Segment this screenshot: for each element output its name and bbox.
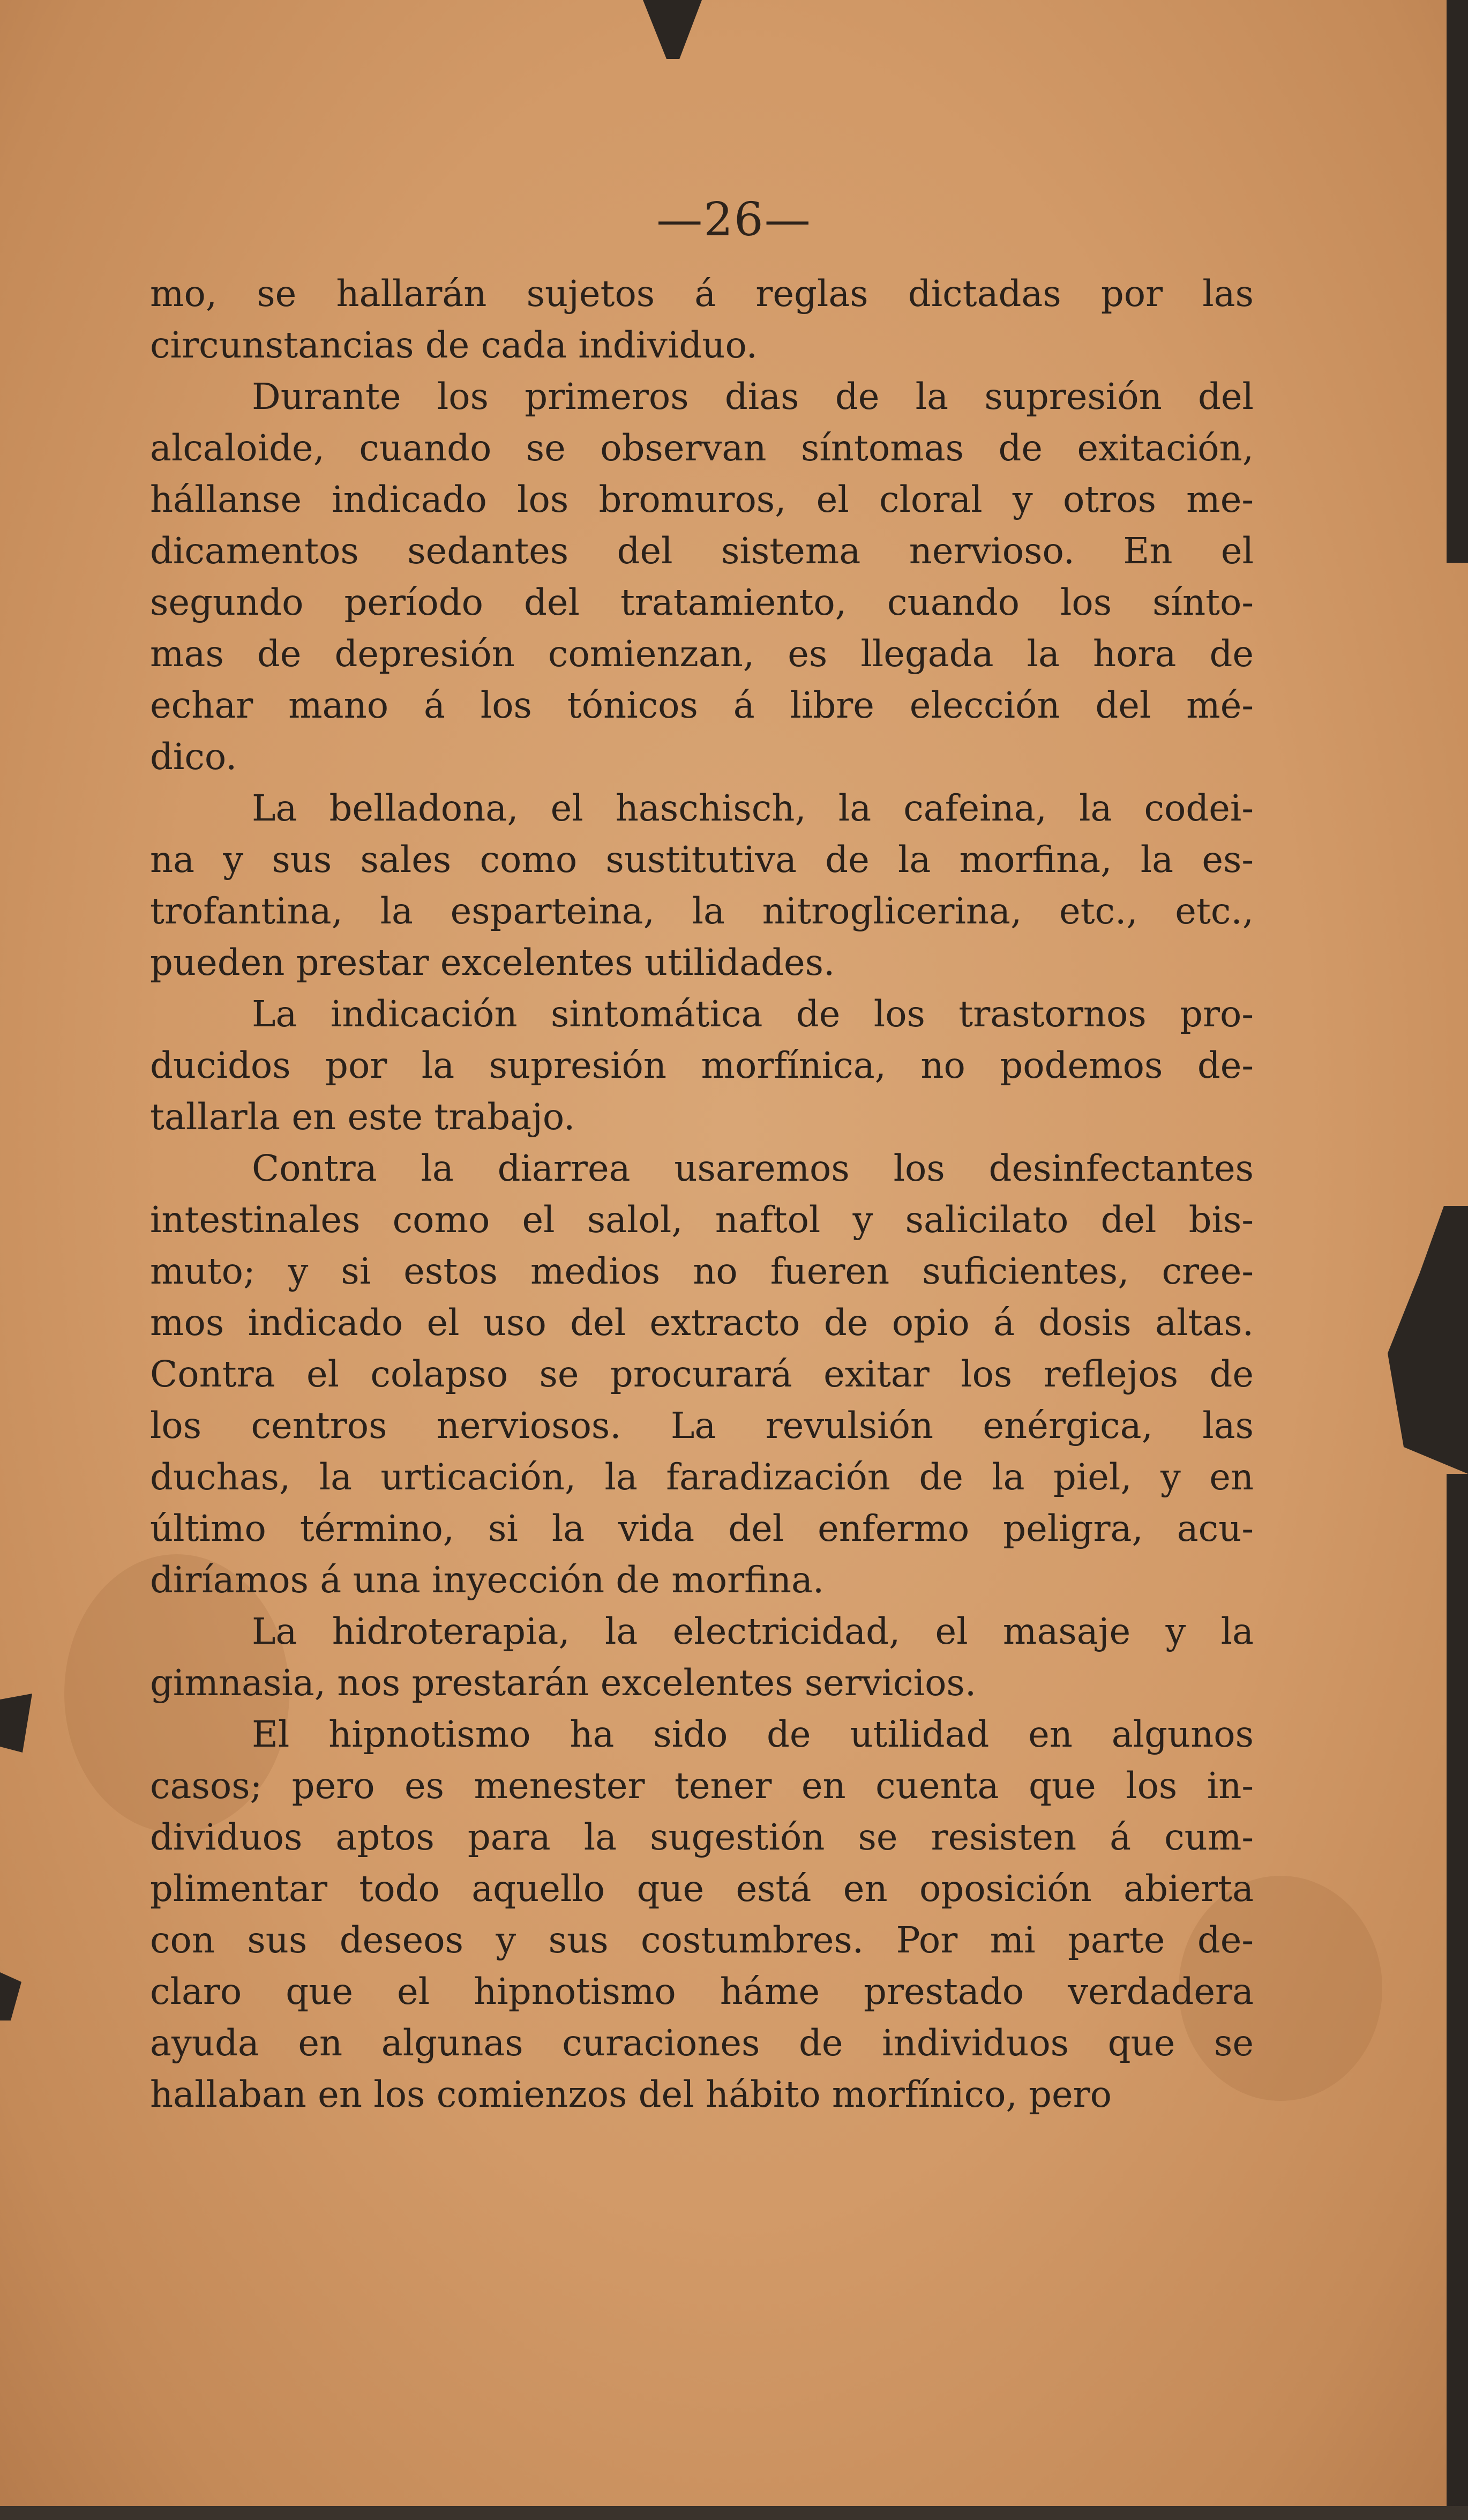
paragraph [150,1709,1254,2120]
text-line: claro que el hipnotismo háme prestado verdadera [150,1971,1254,2012]
text-line: Contra el colapso se procurará exitar los reflejos de [150,1353,1254,1395]
text-line: dico. [150,736,237,778]
text-line: La hidroterapia, la electricidad, el masaje y la [252,1611,1254,1652]
text-line: ayuda en algunas curaciones de individuos que se [150,2022,1254,2064]
text-line: Durante los primeros dias de la supresión del [252,376,1254,417]
text-line: duchas, la urticación, la faradización de la piel, y en [150,1456,1254,1498]
torn-edge-right-top [1447,0,1468,563]
torn-edge-right-lower [1447,1474,1468,2519]
text-line: mos indicado el uso del extracto de opio á dosis altas. [150,1302,1254,1344]
text-line: alcaloide, cuando se observan síntomas de exitación, [150,427,1254,469]
text-line: La belladona, el haschisch, la cafeina, la codei- [252,787,1254,829]
text-line: na y sus sales como sustitutiva de la morfina, la es- [150,839,1254,881]
paragraph [150,1143,1254,1606]
text-line: dividuos aptos para la sugestión se resisten á cum- [150,1816,1254,1858]
torn-edge-left-mark-2 [0,1972,21,2021]
text-line: plimentar todo aquello que está en oposición abierta [150,1868,1254,1910]
page-number: —26— [656,193,812,247]
torn-edge-top [643,0,702,59]
text-line: los centros nerviosos. La revulsión enérgica, las [150,1405,1254,1447]
paragraph [150,988,1254,1143]
text-line: tallarla en este trabajo. [150,1096,575,1138]
torn-edge-right-mid [1388,1206,1468,1474]
text-line: dicamentos sedantes del sistema nervioso. En el [150,530,1254,572]
text-line: hallaban en los comienzos del hábito morfínico, pero [150,2074,1112,2115]
text-line: último término, si la vida del enfermo peligra, acu- [150,1508,1254,1549]
paragraph [150,782,1254,988]
text-line: hállanse indicado los bromuros, el cloral y otros me- [150,479,1254,520]
text-line: circunstancias de cada individuo. [150,324,758,366]
paragraph [150,268,1254,371]
text-line: ducidos por la supresión morfínica, no podemos de- [150,1045,1254,1086]
torn-edge-bottom [0,2506,1468,2520]
text-line: casos; pero es menester tener en cuenta que los in- [150,1765,1254,1807]
text-line: mo, se hallarán sujetos á reglas dictadas por las [150,273,1254,315]
text-line: gimnasia, nos prestarán excelentes servicios. [150,1662,977,1704]
paragraph [150,1606,1254,1709]
paragraph [150,371,1254,782]
text-line: Contra la diarrea usaremos los desinfectantes [252,1147,1254,1189]
torn-edge-left-mark [0,1694,32,1753]
text-line: intestinales como el salol, naftol y salicilato del bis- [150,1199,1254,1241]
text-line: muto; y si estos medios no fueren suficientes, cree- [150,1250,1254,1292]
text-line: El hipnotismo ha sido de utilidad en algunos [252,1713,1254,1755]
text-line: echar mano á los tónicos á libre elección del mé- [150,684,1254,726]
text-line: diríamos á una inyección de morfina. [150,1559,825,1601]
text-line: segundo período del tratamiento, cuando los sínto- [150,581,1254,623]
text-line: trofantina, la esparteina, la nitroglicerina, etc., etc., [150,890,1254,932]
text-line: con sus deseos y sus costumbres. Por mi parte de- [150,1919,1254,1961]
body-text [150,268,1254,2120]
text-line: pueden prestar excelentes utilidades. [150,942,835,983]
text-line: mas de depresión comienzan, es llegada la hora de [150,633,1254,675]
text-line: La indicación sintomática de los trastornos pro- [252,993,1254,1035]
